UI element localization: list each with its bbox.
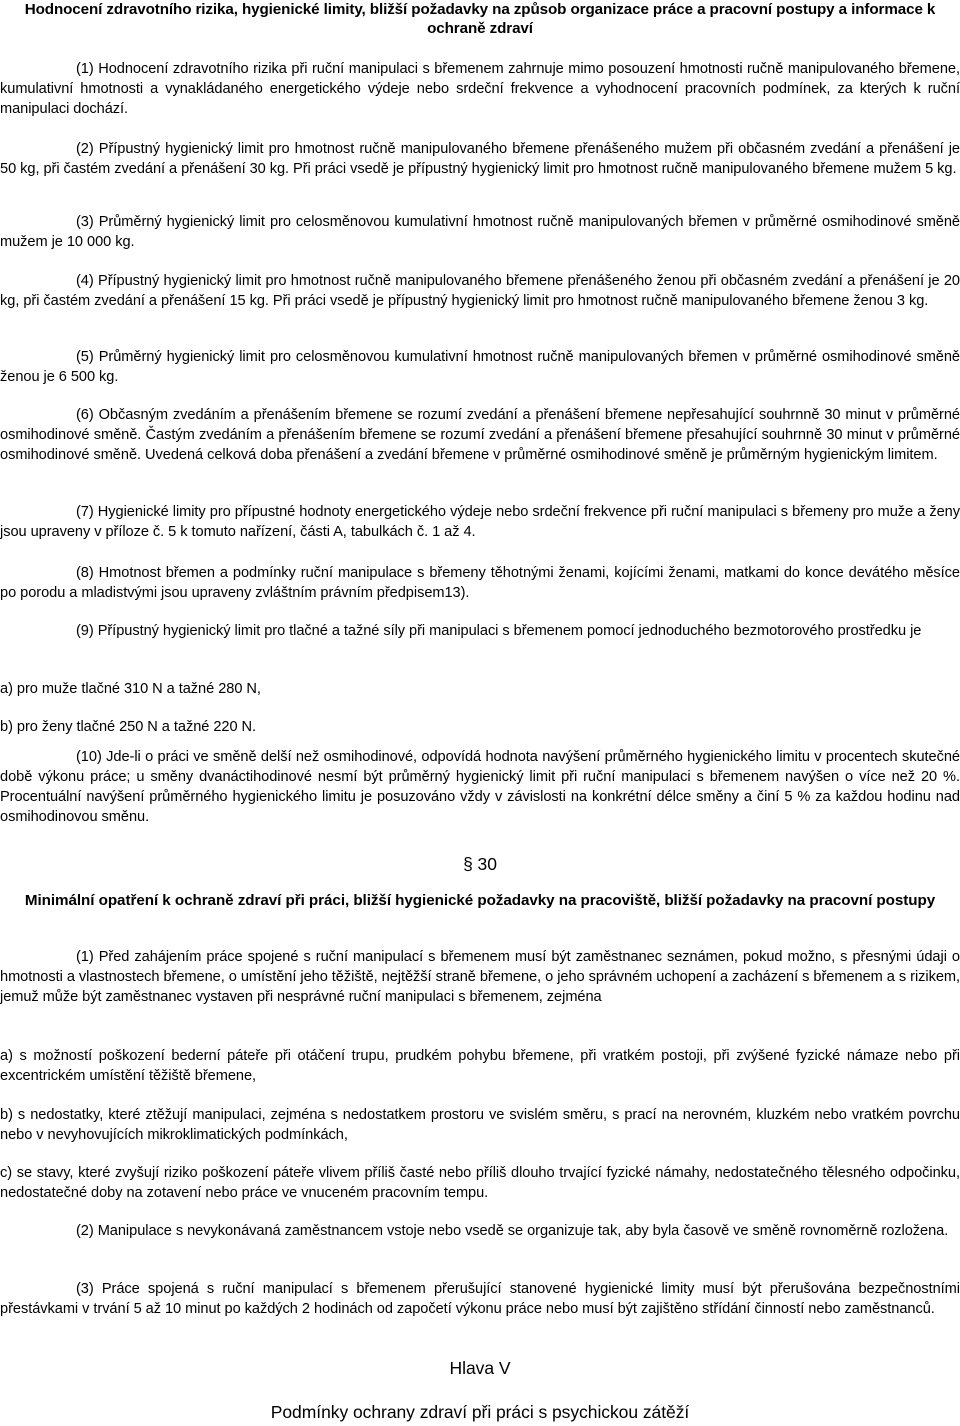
- paragraph-1: (1) Hodnocení zdravotního rizika při ruční manipulaci s břemenem zahrnuje mimo posouzení hmotnosti ručně manipulovaného břemene, kumulativní hmotnosti a vynakládaného energetického výdeje nebo srdeční frekvence a vyhodnocení pracovních podmínek, za kterých k ruční manipulaci dochází.: [0, 61, 960, 117]
- chapter-heading: Hlava V: [449, 1358, 511, 1378]
- paragraph-7: (7) Hygienické limity pro přípustné hodnoty energetického výdeje nebo srdeční frekvence při ruční manipulaci s břemeny pro muže a ženy jsou upraveny v příloze č. 5 k tomuto nařízení, části A, tabulkách č. 1 až 4.: [0, 504, 960, 540]
- section-item-b: b) s nedostatky, které ztěžují manipulaci, zejména s nedostatkem prostoru ve svislém směru, s prací na nerovném, kluzkém nebo vratkém povrchu nebo v nevyhovujících mikroklimatických podmínkách,: [0, 1107, 960, 1143]
- document-title-block: [0, 0, 960, 38]
- section-item-a: a) s možností poškození bederní páteře při otáčení trupu, prudkém pohybu břemene, při vratkém postoji, při zvýšené fyzické námaze nebo při excentrickém umístění těžiště břemene,: [0, 1048, 960, 1084]
- document-title: Hodnocení zdravotního rizika, hygienické limity, bližší požadavky na způsob organizace práce a pracovní postupy a informace k ochraně zdraví: [24, 1, 936, 37]
- paragraph-10: (10) Jde-li o práci ve směně delší než osmihodinové, odpovídá hodnota navýšení průměrného hygienického limitu v procentech skutečné době výkonu práce; u směny dvanáctihodinové nesmí být průměrný hygienický limit při ruční manipulaci s břemenem navýšen o více než 20 %. Procentuální navýšení průměrného hygienického limitu je posuzováno vždy v závislosti na konkrétní délce směny a činí 5 % za každou hodinu nad osmihodinovou směnu.: [0, 749, 960, 825]
- section-paragraph-3: (3) Práce spojená s ruční manipulací s břemenem přerušující stanovené hygienické limity musí být přerušována bezpečnostními přestávkami v trvání 5 až 10 minut po každých 2 hodinách od započetí výkonu práce nebo musí být zajištěno střídání činností nebo zaměstnanců.: [0, 1281, 960, 1317]
- section-title: Minimální opatření k ochraně zdraví při práci, bližší hygienické požadavky na pracoviště, bližší požadavky na pracovní postupy: [24, 892, 936, 909]
- section-paragraph-1: (1) Před zahájením práce spojené s ruční manipulací s břemenem musí být zaměstnanec seznámen, pokud možno, s přesnými údaji o hmotnosti a vlastnostech břemene, o umístění jeho těžiště, nejtěžší straně břemene, o jeho správném uchopení a zacházení s břemenem a s rizikem, jemuž může být zaměstnanec vystaven při nesprávné ruční manipulaci s břemenem, zejména: [0, 949, 960, 1005]
- paragraph-9: (9) Přípustný hygienický limit pro tlačné a tažné síly při manipulaci s břemenem pomocí jednoduchého bezmotorového prostředku je: [76, 623, 922, 639]
- paragraph-8: (8) Hmotnost břemen a podmínky ruční manipulace s břemeny těhotnými ženami, kojícími ženami, matkami do konce devátého měsíce po porodu a mladistvými jsou upraveny zvláštním právním předpisem13).: [0, 565, 960, 601]
- paragraph-4: (4) Přípustný hygienický limit pro hmotnost ručně manipulovaného břemene přenášeného ženou při občasném zvedání a přenášení je 20 kg, při častém zvedání a přenášení 15 kg. Při práci vsedě je přípustný hygienický limit pro hmotnost ručně manipulovaného břemene ženou 3 kg.: [0, 273, 960, 309]
- paragraph-9-item-b: b) pro ženy tlačné 250 N a tažné 220 N.: [0, 719, 257, 735]
- section-number: § 30: [463, 854, 497, 874]
- paragraph-9-item-a: a) pro muže tlačné 310 N a tažné 280 N,: [0, 681, 261, 697]
- section-item-c: c) se stavy, které zvyšují riziko poškození páteře vlivem příliš časté nebo příliš dlouho trvající fyzické námahy, nedostatečného tělesného odpočinku, nedostatečné doby na zotavení nebo práce ve vnuceném pracovním tempu.: [0, 1165, 960, 1201]
- paragraph-5: (5) Průměrný hygienický limit pro celosměnovou kumulativní hmotnost ručně manipulovaných břemen v průměrné osmihodinové směně ženou je 6 500 kg.: [0, 349, 960, 385]
- section-paragraph-2: (2) Manipulace s nevykonávaná zaměstnancem vstoje nebo vsedě se organizuje tak, aby byla časově ve směně rovnoměrně rozložena.: [76, 1223, 949, 1239]
- paragraph-2: (2) Přípustný hygienický limit pro hmotnost ručně manipulovaného břemene přenášeného mužem při občasném zvedání a přenášení je 50 kg, při častém zvedání a přenášení 30 kg. Při práci vsedě je přípustný hygienický limit pro hmotnost ručně manipulovaného břemene mužem 5 kg.: [0, 141, 960, 177]
- paragraph-6: (6) Občasným zvedáním a přenášením břemene se rozumí zvedání a přenášení břemene nepřesahující souhrnně 30 minut v průměrné osmihodinové směně. Častým zvedáním a přenášením břemene se rozumí zvedání a přenášení břemene přesahující souhrnně 30 minut v průměrné osmihodinové směně. Uvedená celková doba přenášení a zvedání břemene v průměrné osmihodinové směně je průměrným hygienickým limitem.: [0, 407, 960, 463]
- paragraph-3: (3) Průměrný hygienický limit pro celosměnovou kumulativní hmotnost ručně manipulovaných břemen v průměrné osmihodinové směně mužem je 10 000 kg.: [0, 214, 960, 250]
- chapter-title: Podmínky ochrany zdraví při práci s psychickou zátěží: [270, 1402, 690, 1422]
